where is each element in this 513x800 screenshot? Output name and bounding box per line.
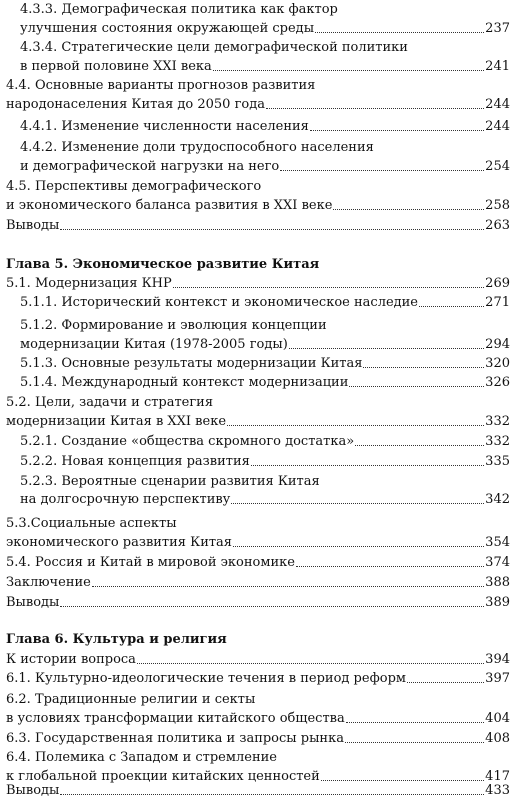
toc-entry — [6, 748, 510, 767]
toc-entry — [20, 57, 510, 76]
leader-dots — [92, 586, 484, 587]
leader-dots — [266, 108, 484, 109]
leader-dots — [251, 465, 484, 466]
toc-entry-text: в условиях трансформации китайского общества — [6, 711, 345, 726]
leader-dots — [231, 503, 484, 504]
toc-entry — [6, 196, 510, 215]
toc-entry-text: 5.1.2. Формирование и эволюция концепции — [20, 318, 327, 333]
leader-dots — [60, 794, 484, 795]
toc-entry — [6, 95, 510, 114]
toc-entry-text: Выводы — [6, 218, 60, 233]
toc-entry — [6, 274, 510, 293]
page-number: 326 — [485, 375, 510, 390]
toc-entry-text: 6.3. Государственная политика и запросы рынка — [6, 731, 344, 746]
toc-entry-text: Выводы — [6, 783, 60, 798]
toc-entry-text: 5.1.1. Исторический контекст и экономическое наследие — [20, 295, 419, 310]
leader-dots — [213, 70, 484, 71]
toc-entry-text: 6.2. Традиционные религии и секты — [6, 692, 256, 707]
page-number: 354 — [485, 535, 510, 550]
page-number: 397 — [485, 671, 510, 686]
toc-entry-text: 5.1.3. Основные результаты модернизации Китая — [20, 356, 363, 371]
leader-dots — [315, 32, 484, 33]
toc-entry — [6, 690, 510, 709]
page-number: 332 — [485, 434, 510, 449]
page-number: 408 — [485, 731, 510, 746]
page-number: 258 — [485, 198, 510, 213]
toc-entry-text: 4.5. Перспективы демографического — [6, 179, 262, 194]
page-number: 417 — [485, 769, 510, 784]
toc-entry-text: 6.4. Полемика с Западом и стремление — [6, 750, 277, 765]
toc-entry — [6, 393, 510, 412]
toc-entry-text: в первой половине XXI века — [20, 59, 212, 74]
leader-dots — [310, 130, 484, 131]
leader-dots — [345, 742, 484, 743]
page-number: 241 — [485, 59, 510, 74]
leader-dots — [333, 209, 484, 210]
page-number: 244 — [485, 119, 510, 134]
toc-entry — [20, 316, 510, 335]
chapter-heading: Глава 5. Экономическое развитие Китая — [6, 257, 320, 272]
toc-entry — [20, 354, 510, 373]
toc-entry — [20, 335, 510, 354]
toc-entry — [6, 76, 510, 95]
leader-dots — [173, 287, 484, 288]
toc-entry — [20, 293, 510, 312]
toc-entry-text: 5.2.2. Новая концепция развития — [20, 454, 250, 469]
page-number: 389 — [485, 595, 510, 610]
toc-entry — [20, 138, 510, 157]
toc-entry-text: 6.1. Культурно-идеологические течения в период реформ — [6, 671, 407, 686]
toc-entry — [20, 373, 510, 392]
toc-entry — [6, 412, 510, 431]
toc-entry — [6, 729, 510, 748]
toc-entry — [6, 553, 510, 572]
toc-entry — [6, 533, 510, 552]
toc-entry — [6, 593, 510, 612]
chapter-heading: Глава 6. Культура и религия — [6, 632, 227, 647]
toc-entry-text: Выводы — [6, 595, 60, 610]
page-number: 269 — [485, 276, 510, 291]
page-number: 294 — [485, 337, 510, 352]
toc-entry-text: 4.4.2. Изменение доли трудоспособного населения — [20, 140, 374, 155]
toc-entry-text: экономического развития Китая — [6, 535, 232, 550]
toc-entry — [6, 573, 510, 592]
toc-entry-text: 4.4. Основные варианты прогнозов развития — [6, 78, 316, 93]
toc-entry-text: модернизации Китая в XXI веке — [6, 414, 227, 429]
toc-entry-text: 5.2.1. Создание «общества скромного достатка» — [20, 434, 355, 449]
page-number: 433 — [485, 783, 510, 798]
leader-dots — [280, 170, 484, 171]
page-number: 271 — [485, 295, 510, 310]
leader-dots — [137, 663, 484, 664]
toc-entry-text: и демографической нагрузки на него — [20, 159, 280, 174]
toc-entry-text: 5.1.4. Международный контекст модернизации — [20, 375, 349, 390]
toc-entry — [6, 669, 510, 688]
leader-dots — [419, 306, 484, 307]
toc-entry — [6, 216, 510, 235]
toc-entry-text: народонаселения Китая до 2050 года — [6, 97, 265, 112]
toc-entry — [20, 38, 510, 57]
page-number: 263 — [485, 218, 510, 233]
toc-entry — [6, 781, 510, 800]
page-number: 374 — [485, 555, 510, 570]
leader-dots — [296, 566, 484, 567]
toc-entry — [20, 157, 510, 176]
toc-entry — [6, 514, 510, 533]
leader-dots — [60, 229, 484, 230]
leader-dots — [363, 367, 484, 368]
toc-entry-text: к глобальной проекции китайских ценностей — [6, 769, 320, 784]
toc-entry — [20, 472, 510, 491]
toc-entry-text: 5.4. Россия и Китай в мировой экономике — [6, 555, 295, 570]
leader-dots — [227, 425, 484, 426]
toc-entry — [6, 177, 510, 196]
page-number: 332 — [485, 414, 510, 429]
toc-entry-text: 5.1. Модернизация КНР — [6, 276, 172, 291]
toc-entry-text: 4.3.3. Демографическая политика как фактор — [20, 2, 338, 17]
page-number: 335 — [485, 454, 510, 469]
toc-entry-text: 4.3.4. Стратегические цели демографической политики — [20, 40, 408, 55]
toc-entry — [20, 490, 510, 509]
toc-entry-text: и экономического баланса развития в XXI веке — [6, 198, 333, 213]
page-number: 388 — [485, 575, 510, 590]
toc-entry — [20, 0, 510, 19]
leader-dots — [349, 386, 484, 387]
toc-entry-text: 5.2.3. Вероятные сценарии развития Китая — [20, 474, 320, 489]
leader-dots — [233, 546, 484, 547]
page-number: 394 — [485, 652, 510, 667]
toc-entry-text: на долгосрочную перспективу — [20, 492, 231, 507]
page-number: 404 — [485, 711, 510, 726]
leader-dots — [346, 722, 484, 723]
page-number: 244 — [485, 97, 510, 112]
toc-entry-text: 5.3.Социальные аспекты — [6, 516, 177, 531]
toc-entry-text: 4.4.1. Изменение численности населения — [20, 119, 309, 134]
page-number: 342 — [485, 492, 510, 507]
toc-entry — [20, 117, 510, 136]
toc-entry-text: К истории вопроса — [6, 652, 136, 667]
toc-entry-text: Заключение — [6, 575, 91, 590]
leader-dots — [355, 445, 484, 446]
toc-entry-text: модернизации Китая (1978-2005 годы) — [20, 337, 288, 352]
leader-dots — [60, 606, 484, 607]
page-number: 320 — [485, 356, 510, 371]
leader-dots — [289, 348, 484, 349]
toc-entry — [20, 19, 510, 38]
toc-entry — [6, 709, 510, 728]
toc-entry — [6, 650, 510, 669]
leader-dots — [407, 682, 484, 683]
toc-entry — [20, 432, 510, 451]
toc-entry-text: 5.2. Цели, задачи и стратегия — [6, 395, 214, 410]
toc-entry — [20, 452, 510, 471]
toc-entry-text: улучшения состояния окружающей среды — [20, 21, 315, 36]
page-number: 254 — [485, 159, 510, 174]
page-number: 237 — [485, 21, 510, 36]
